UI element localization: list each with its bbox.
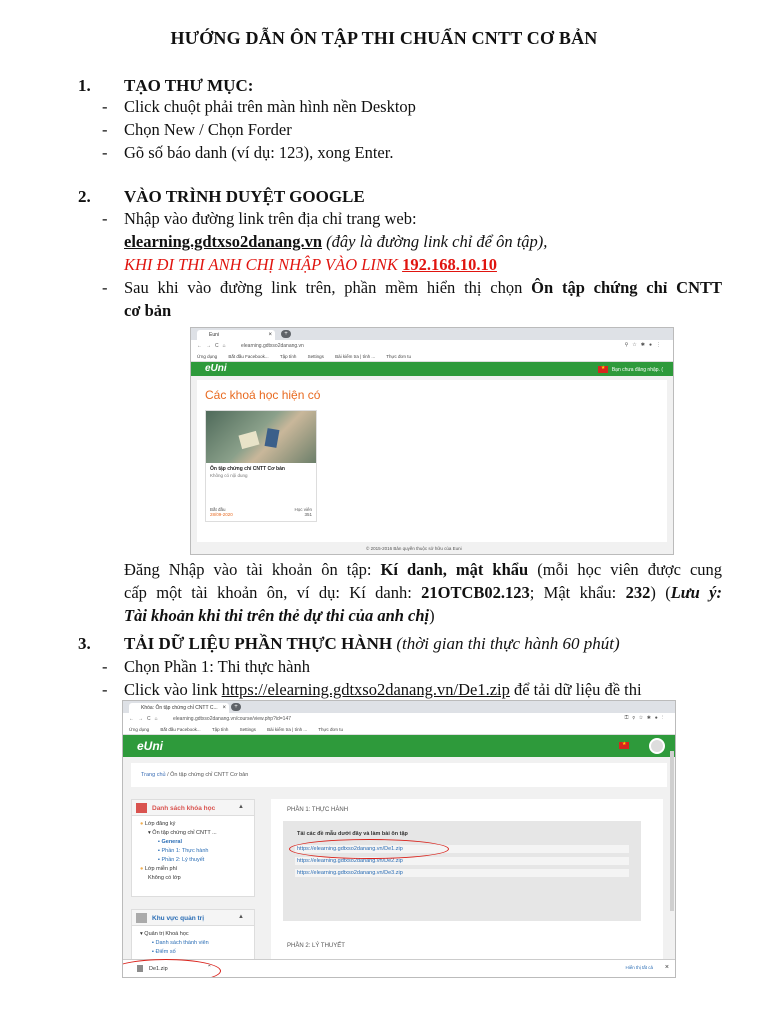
highlight-circle [289, 839, 449, 859]
de1-download-link[interactable]: https://elearning.gdtxso2danang.vn/De1.zip [221, 680, 510, 699]
de2-link[interactable]: https://elearning.gdtxso2danang.vn/De2.zip [295, 857, 629, 865]
section-1-title: PHẦN 1: THỰC HÀNH [287, 807, 349, 813]
bookmark[interactable]: Bài kiểm tra | tính ... [335, 354, 376, 359]
site-footer: © 2015-2016 Bản quyền thuộc sở hữu của Euni [366, 546, 462, 551]
block-header[interactable]: Danh sách khóa học ▲ [132, 800, 254, 816]
new-tab-icon[interactable]: + [281, 330, 291, 338]
course-summary: Không có nội dung [210, 473, 248, 478]
bookmark[interactable]: Settings [307, 354, 324, 359]
bullet-dash: - [102, 657, 108, 676]
chevron-up-icon[interactable]: ⌃ [207, 965, 212, 971]
downloaded-file[interactable]: De1.zip [137, 965, 168, 972]
start-date: 28/09-2020 [210, 512, 233, 517]
highlight-circle [122, 959, 221, 978]
browser-tabbar [123, 701, 675, 713]
caret-up-icon[interactable]: ▲ [238, 804, 244, 810]
de3-link[interactable]: https://elearning.gdtxso2danang.vn/De3.zip [295, 869, 629, 877]
start-label: Bắt đầu [210, 507, 226, 512]
close-icon[interactable]: × [268, 332, 272, 338]
nav-icons[interactable]: ←→C⌂ [197, 343, 230, 349]
admin-block [131, 909, 255, 965]
course-panel [197, 380, 667, 542]
course-image [206, 411, 316, 463]
bullet-dash: - [102, 680, 108, 699]
bullet-dash: - [102, 97, 108, 116]
bullet-dash: - [102, 278, 108, 297]
show-all-downloads[interactable]: Hiển thị tất cả [625, 965, 653, 970]
bookmark[interactable]: Thực đơn tu [318, 727, 343, 732]
bookmark[interactable]: Bắt đầu Facebook... [160, 727, 201, 732]
bookmarks-bar [123, 725, 675, 735]
tree-item: Không có lớp [148, 875, 181, 881]
box-title: Tải các đề mẫu dưới đây và làm bài ôn tập [297, 831, 408, 837]
bookmark[interactable]: Tập tính [211, 727, 229, 732]
tree-item[interactable]: ▪ Danh sách thành viên [152, 940, 209, 946]
browser-tab[interactable]: Euni × [197, 330, 275, 340]
url-field[interactable]: elearning.gdtxso2danang.vn/course/view.php?id=147 [173, 716, 292, 722]
exam-ip-link[interactable]: 192.168.10.10 [402, 255, 497, 274]
url-field[interactable]: elearning.gdtxso2danang.vn [241, 343, 304, 349]
practice-box [283, 821, 641, 921]
bullet-dash: - [102, 209, 108, 228]
vietnam-flag-icon[interactable] [619, 742, 629, 749]
s2-item-2-cont: cơ bản [124, 301, 172, 320]
s2-item-1: Nhập vào đường link trên địa chỉ trang web: [124, 209, 417, 228]
courses-heading: Các khoá học hiện có [205, 388, 321, 402]
s1-item-1: Click chuột phải trên màn hình nền Desktop [124, 97, 416, 116]
login-line-1: Đăng Nhập vào tài khoản ôn tập: Kí danh, mật khẩu (mỗi học viên được cung [124, 560, 723, 579]
address-bar [191, 340, 673, 352]
s3-item-2: Click vào link https://elearning.gdtxso2danang.vn/De1.zip để tải dữ liệu đề thi [124, 680, 642, 699]
login-status[interactable]: ★ Bạn chưa đăng nhập. ( [598, 366, 663, 373]
user-avatar[interactable] [649, 738, 665, 754]
section-2-title: PHẦN 2: LÝ THUYẾT [287, 943, 345, 949]
site-logo[interactable]: eUni [137, 739, 164, 753]
bookmark[interactable]: Settings [239, 727, 256, 732]
breadcrumb: Trang chủ / Ôn tập chứng chỉ CNTT Cơ bản [131, 763, 667, 787]
tree-item[interactable]: ▪ Điểm số [152, 949, 176, 955]
vietnam-flag-icon [598, 366, 608, 373]
exam-link-line [124, 254, 724, 276]
course-content [271, 799, 663, 978]
block-header[interactable]: Khu vực quản trị ▲ [132, 910, 254, 926]
tree-item[interactable]: ▪ Phần 1: Thực hành [158, 848, 209, 854]
login-line-2: cấp một tài khoản ôn, ví dụ: Kí danh: 21OTCB02.123; Mật khẩu: 232) (Lưu ý: [124, 583, 722, 602]
s1-item-2: Chọn New / Chọn Forder [124, 120, 292, 139]
bookmark[interactable]: Thực đơn tu [386, 354, 411, 359]
tree-item[interactable]: ▾ Quản trị Khoá học [140, 931, 189, 937]
s3-item-1: Chọn Phần 1: Thi thực hành [124, 657, 311, 676]
login-line-3: Tài khoản khi thi trên thẻ dự thi của anh chị) [124, 606, 435, 625]
tree-item[interactable]: ▪ General [158, 839, 182, 845]
nav-icons[interactable]: ←→C⌂ [129, 716, 162, 722]
scrollbar[interactable] [670, 751, 674, 911]
bookmark[interactable]: Ứng dụng [197, 354, 218, 359]
new-tab-icon[interactable]: + [231, 703, 241, 711]
screenshot-course-list [190, 327, 674, 555]
review-link[interactable]: elearning.gdtxso2danang.vn [124, 232, 323, 251]
close-icon[interactable]: × [222, 705, 226, 711]
screenshot-course-page [122, 700, 676, 978]
students-count: 351 [304, 512, 312, 517]
caret-up-icon[interactable]: ▲ [238, 914, 244, 920]
close-icon[interactable]: × [664, 964, 669, 971]
bookmark[interactable]: Bắt đầu Facebook... [228, 354, 269, 359]
address-bar [123, 713, 675, 725]
browser-tab[interactable]: Khóa: Ôn tập chứng chỉ CNTT C... × [129, 703, 229, 713]
de1-link[interactable]: https://elearning.gdtxso2danang.vn/De1.zip [295, 845, 629, 853]
bookmark[interactable]: Ứng dụng [129, 727, 150, 732]
browser-tabbar [191, 328, 673, 340]
course-meta [210, 507, 312, 517]
bullet-dash: - [102, 143, 108, 162]
bullet-dash: - [102, 120, 108, 139]
breadcrumb-course[interactable]: Ôn tập chứng chỉ CNTT Cơ bản [170, 772, 249, 778]
course-card[interactable] [205, 410, 317, 522]
bookmark[interactable]: Bài kiểm tra | tính ... [267, 727, 308, 732]
bookmarks-bar [191, 352, 673, 362]
admin-icon [136, 913, 147, 923]
tree-item[interactable]: ● Lớp miễn phí [140, 866, 178, 872]
exam-link-text: KHI ĐI THI ANH CHỊ NHẬP VÀO LINK [124, 255, 398, 274]
browser-action-icons[interactable]: ⚲☆✱●⋮ [624, 342, 665, 348]
tree-item[interactable]: ● Lớp đăng ký [140, 821, 176, 827]
site-logo[interactable]: eUni [205, 363, 227, 374]
section-1-heading: 1. TẠO THƯ MỤC: [78, 76, 254, 95]
course-title[interactable]: Ôn tập chứng chỉ CNTT Cơ bản [210, 466, 285, 472]
students-label: Học viên [294, 507, 312, 512]
course-list-icon [136, 803, 147, 813]
s2-item-2: Sau khi vào đường link trên, phần mềm hiển thị chọn Ôn tập chứng chỉ CNTT [124, 278, 723, 297]
page-title: HƯỚNG DẪN ÔN TẬP THI CHUẨN CNTT CƠ BẢN [170, 28, 598, 48]
breadcrumb-home[interactable]: Trang chủ [141, 772, 166, 778]
s2-link-line [124, 231, 724, 253]
review-link-note: (đây là đường link chỉ để ôn tập), [326, 232, 548, 251]
site-header [123, 735, 675, 757]
course-list-block [131, 799, 255, 897]
browser-action-icons[interactable]: ⚿⚲☆✱●⋮ [624, 715, 667, 721]
bookmark[interactable]: Tập tính [279, 354, 297, 359]
section-3-heading: 3. TẢI DỮ LIỆU PHẦN THỰC HÀNH (thời gian thi thực hành 60 phút) [78, 634, 620, 653]
site-header [191, 362, 673, 376]
section-2-heading: 2. VÀO TRÌNH DUYỆT GOOGLE [78, 187, 365, 206]
tree-item[interactable]: ▪ Phần 2: Lý thuyết [158, 857, 205, 863]
s1-item-3: Gõ số báo danh (ví dụ: 123), xong Enter. [124, 143, 394, 162]
tree-item[interactable]: ▾ Ôn tập chứng chỉ CNTT ... [148, 830, 217, 836]
